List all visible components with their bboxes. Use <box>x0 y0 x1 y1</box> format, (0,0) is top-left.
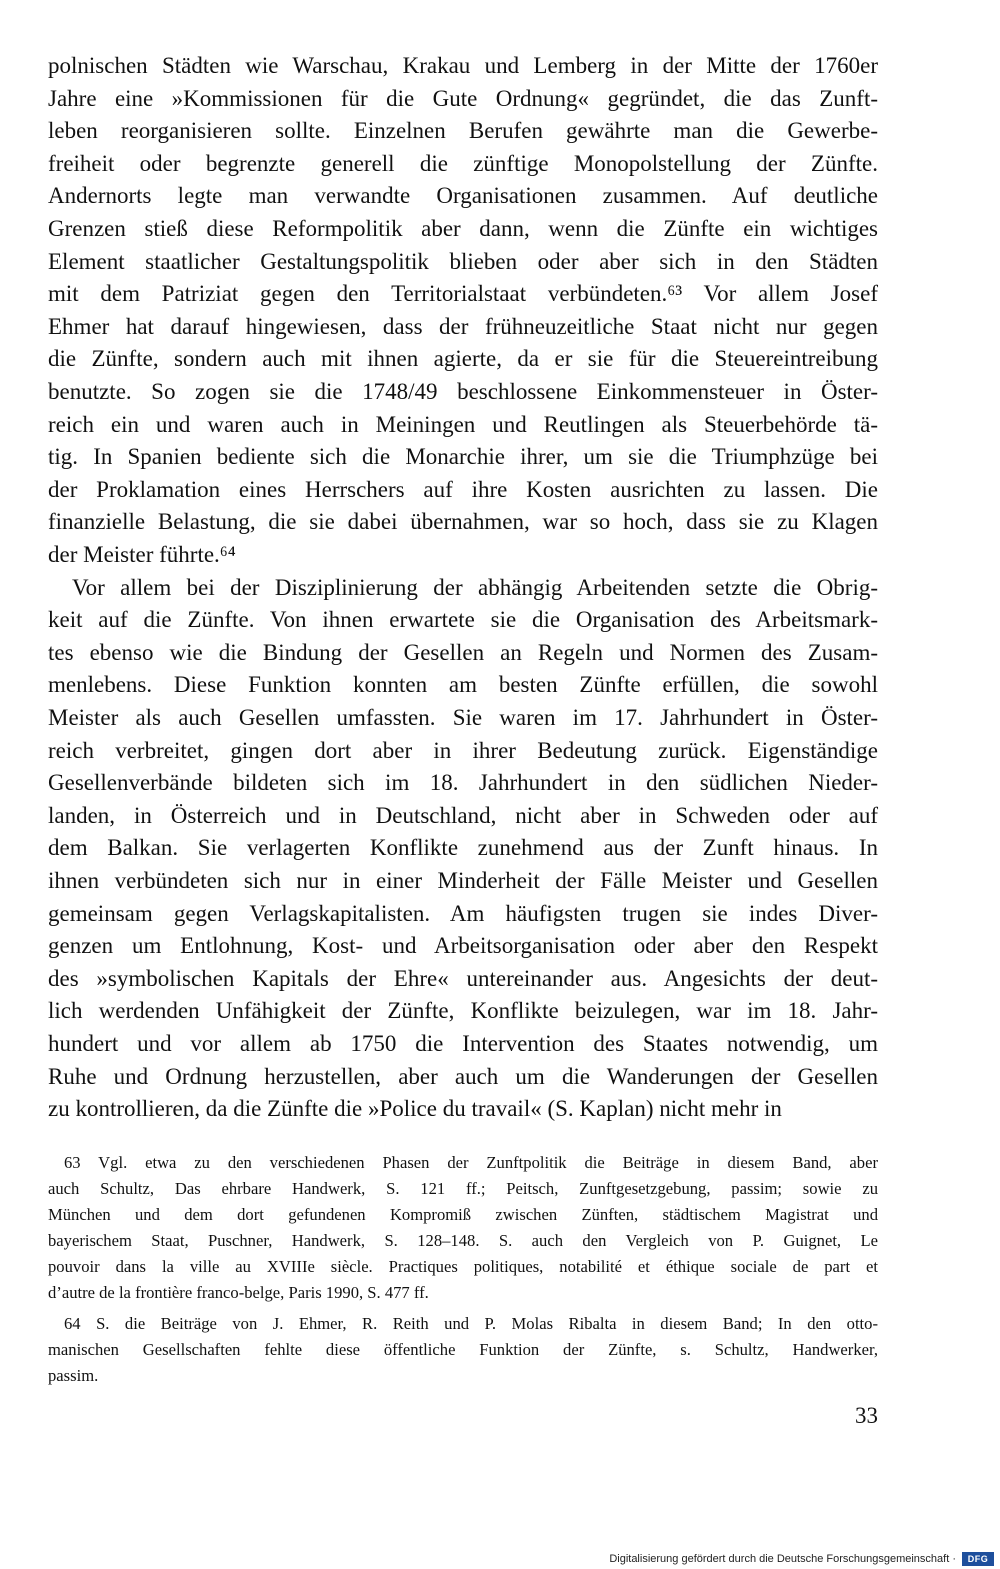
body-line: keit auf die Zünfte. Von ihnen erwartete sie die Organisation des Arbeitsmark- <box>48 607 878 633</box>
body-line: Ruhe und Ordnung herzustellen, aber auch um die Wanderungen der Gesellen <box>48 1063 878 1089</box>
body-line: Grenzen stieß diese Reformpolitik aber dann, wenn die Zünfte ein wichtiges <box>48 216 878 241</box>
footnote-line: pouvoir dans la ville au XVIIIe siècle. Practiques politiques, notabilité et éthique sociale de part et <box>48 1257 878 1276</box>
body-line: Gesellenverbände bildeten sich im 18. Jahrhundert in den südlichen Nieder- <box>48 770 878 796</box>
footnote-line: bayerischem Staat, Puschner, Handwerk, S. 128–148. S. auch den Vergleich von P. Guignet, Le <box>48 1231 878 1250</box>
body-line: genzen um Entlohnung, Kost- und Arbeitsorganisation oder aber den Respekt <box>48 933 878 959</box>
body-line: freiheit oder begrenzte generell die zünftige Monopolstellung der Zünfte. <box>48 150 878 176</box>
body-line: leben reorganisieren sollte. Einzelnen Berufen gewährte man die Gewerbe- <box>48 118 878 144</box>
body-line: reich verbreitet, gingen dort aber in ihrer Bedeutung zurück. Eigenständige <box>48 737 878 763</box>
body-line: Jahre eine »Kommissionen für die Gute Ordnung« gegründet, die das Zunft- <box>48 85 878 111</box>
page-number: 33 <box>855 1403 878 1428</box>
digitization-credit-text: Digitalisierung gefördert durch die Deutsche Forschungsgemeinschaft · <box>609 1553 956 1565</box>
body-line: Andernorts legte man verwandte Organisationen zusammen. Auf deutliche <box>48 183 878 209</box>
footnote-line: manischen Gesellschaften fehlte diese öffentliche Funktion der Zünfte, s. Schultz, Handwerker, <box>48 1340 878 1359</box>
body-line: Ehmer hat darauf hingewiesen, dass der frühneuzeitliche Staat nicht nur gegen <box>48 313 878 339</box>
footnote-line: passim. <box>48 1366 99 1385</box>
body-line: finanzielle Belastung, die sie dabei übernahmen, war so hoch, dass sie zu Klagen <box>48 509 878 535</box>
body-line: ihnen verbündeten sich nur in einer Minderheit der Fälle Meister und Gesellen <box>48 868 878 893</box>
body-line: Element staatlicher Gestaltungspolitik blieben oder aber sich in den Städten <box>48 248 878 274</box>
body-line: mit dem Patriziat gegen den Territorialstaat verbündeten.⁶³ Vor allem Josef <box>48 281 878 307</box>
body-line: lich werdenden Unfähigkeit der Zünfte, Konflikte beizulegen, war im 18. Jahr- <box>48 998 878 1024</box>
body-line: zu kontrollieren, da die Zünfte die »Police du travail« (S. Kaplan) nicht mehr in <box>48 1096 782 1122</box>
body-line: die Zünfte, sondern auch mit ihnen agierte, da er sie für die Steuereintreibung <box>48 346 878 372</box>
body-line: Vor allem bei der Disziplinierung der abhängig Arbeitenden setzte die Obrig- <box>72 574 878 600</box>
body-line: landen, in Österreich und in Deutschland, nicht aber in Schweden oder auf <box>48 802 878 828</box>
body-line: des »symbolischen Kapitals der Ehre« untereinander aus. Angesichts der deut- <box>48 965 878 991</box>
body-line: der Meister führte.⁶⁴ <box>48 542 236 567</box>
footnote-line: d’autre de la frontière franco-belge, Paris 1990, S. 477 ff. <box>48 1283 429 1302</box>
body-line: gemeinsam gegen Verlagskapitalisten. Am häufigsten trugen sie indes Diver- <box>48 900 878 926</box>
digitization-credit-bar <box>600 1549 1000 1569</box>
body-line: tes ebenso wie die Bindung der Gesellen an Regeln und Normen des Zusam- <box>48 639 878 665</box>
body-line: der Proklamation eines Herrschers auf ihre Kosten ausrichten zu lassen. Die <box>48 476 878 502</box>
footnote-line: München und dem dort gefundenen Kompromiß zwischen Zünften, städtischem Magistrat und <box>48 1205 878 1224</box>
body-line: Meister als auch Gesellen umfassten. Sie waren im 17. Jahrhundert in Öster- <box>48 705 878 730</box>
body-line: tig. In Spanien bediente sich die Monarchie ihrer, um sie die Triumphzüge bei <box>48 444 878 470</box>
body-line: reich ein und waren auch in Meiningen und Reutlingen als Steuerbehörde tä- <box>48 411 878 437</box>
bleed-through-shadow <box>48 1106 878 1126</box>
footnote-line: 63 Vgl. etwa zu den verschiedenen Phasen der Zunftpolitik die Beiträge in diesem Band, aber <box>64 1153 878 1172</box>
footnote-line: auch Schultz, Das ehrbare Handwerk, S. 121 ff.; Peitsch, Zunftgesetzgebung, passim; sowie zu <box>48 1179 878 1198</box>
footnote-line: 64 S. die Beiträge von J. Ehmer, R. Reith und P. Molas Ribalta in diesem Band; In den otto- <box>64 1314 878 1333</box>
body-line: hundert und vor allem ab 1750 die Intervention des Staates notwendig, um <box>48 1031 878 1056</box>
body-line: menlebens. Diese Funktion konnten am besten Zünfte erfüllen, die sowohl <box>48 672 878 698</box>
body-line: benutzte. So zogen sie die 1748/49 beschlossene Einkommensteuer in Öster- <box>48 379 878 404</box>
bleed-through-shadow <box>48 1132 878 1152</box>
body-line: dem Balkan. Sie verlagerten Konflikte zunehmend aus der Zunft hinaus. In <box>48 835 878 861</box>
dfg-logo: DFG <box>962 1552 994 1566</box>
body-line: polnischen Städten wie Warschau, Krakau und Lemberg in der Mitte der 1760er <box>48 53 878 78</box>
